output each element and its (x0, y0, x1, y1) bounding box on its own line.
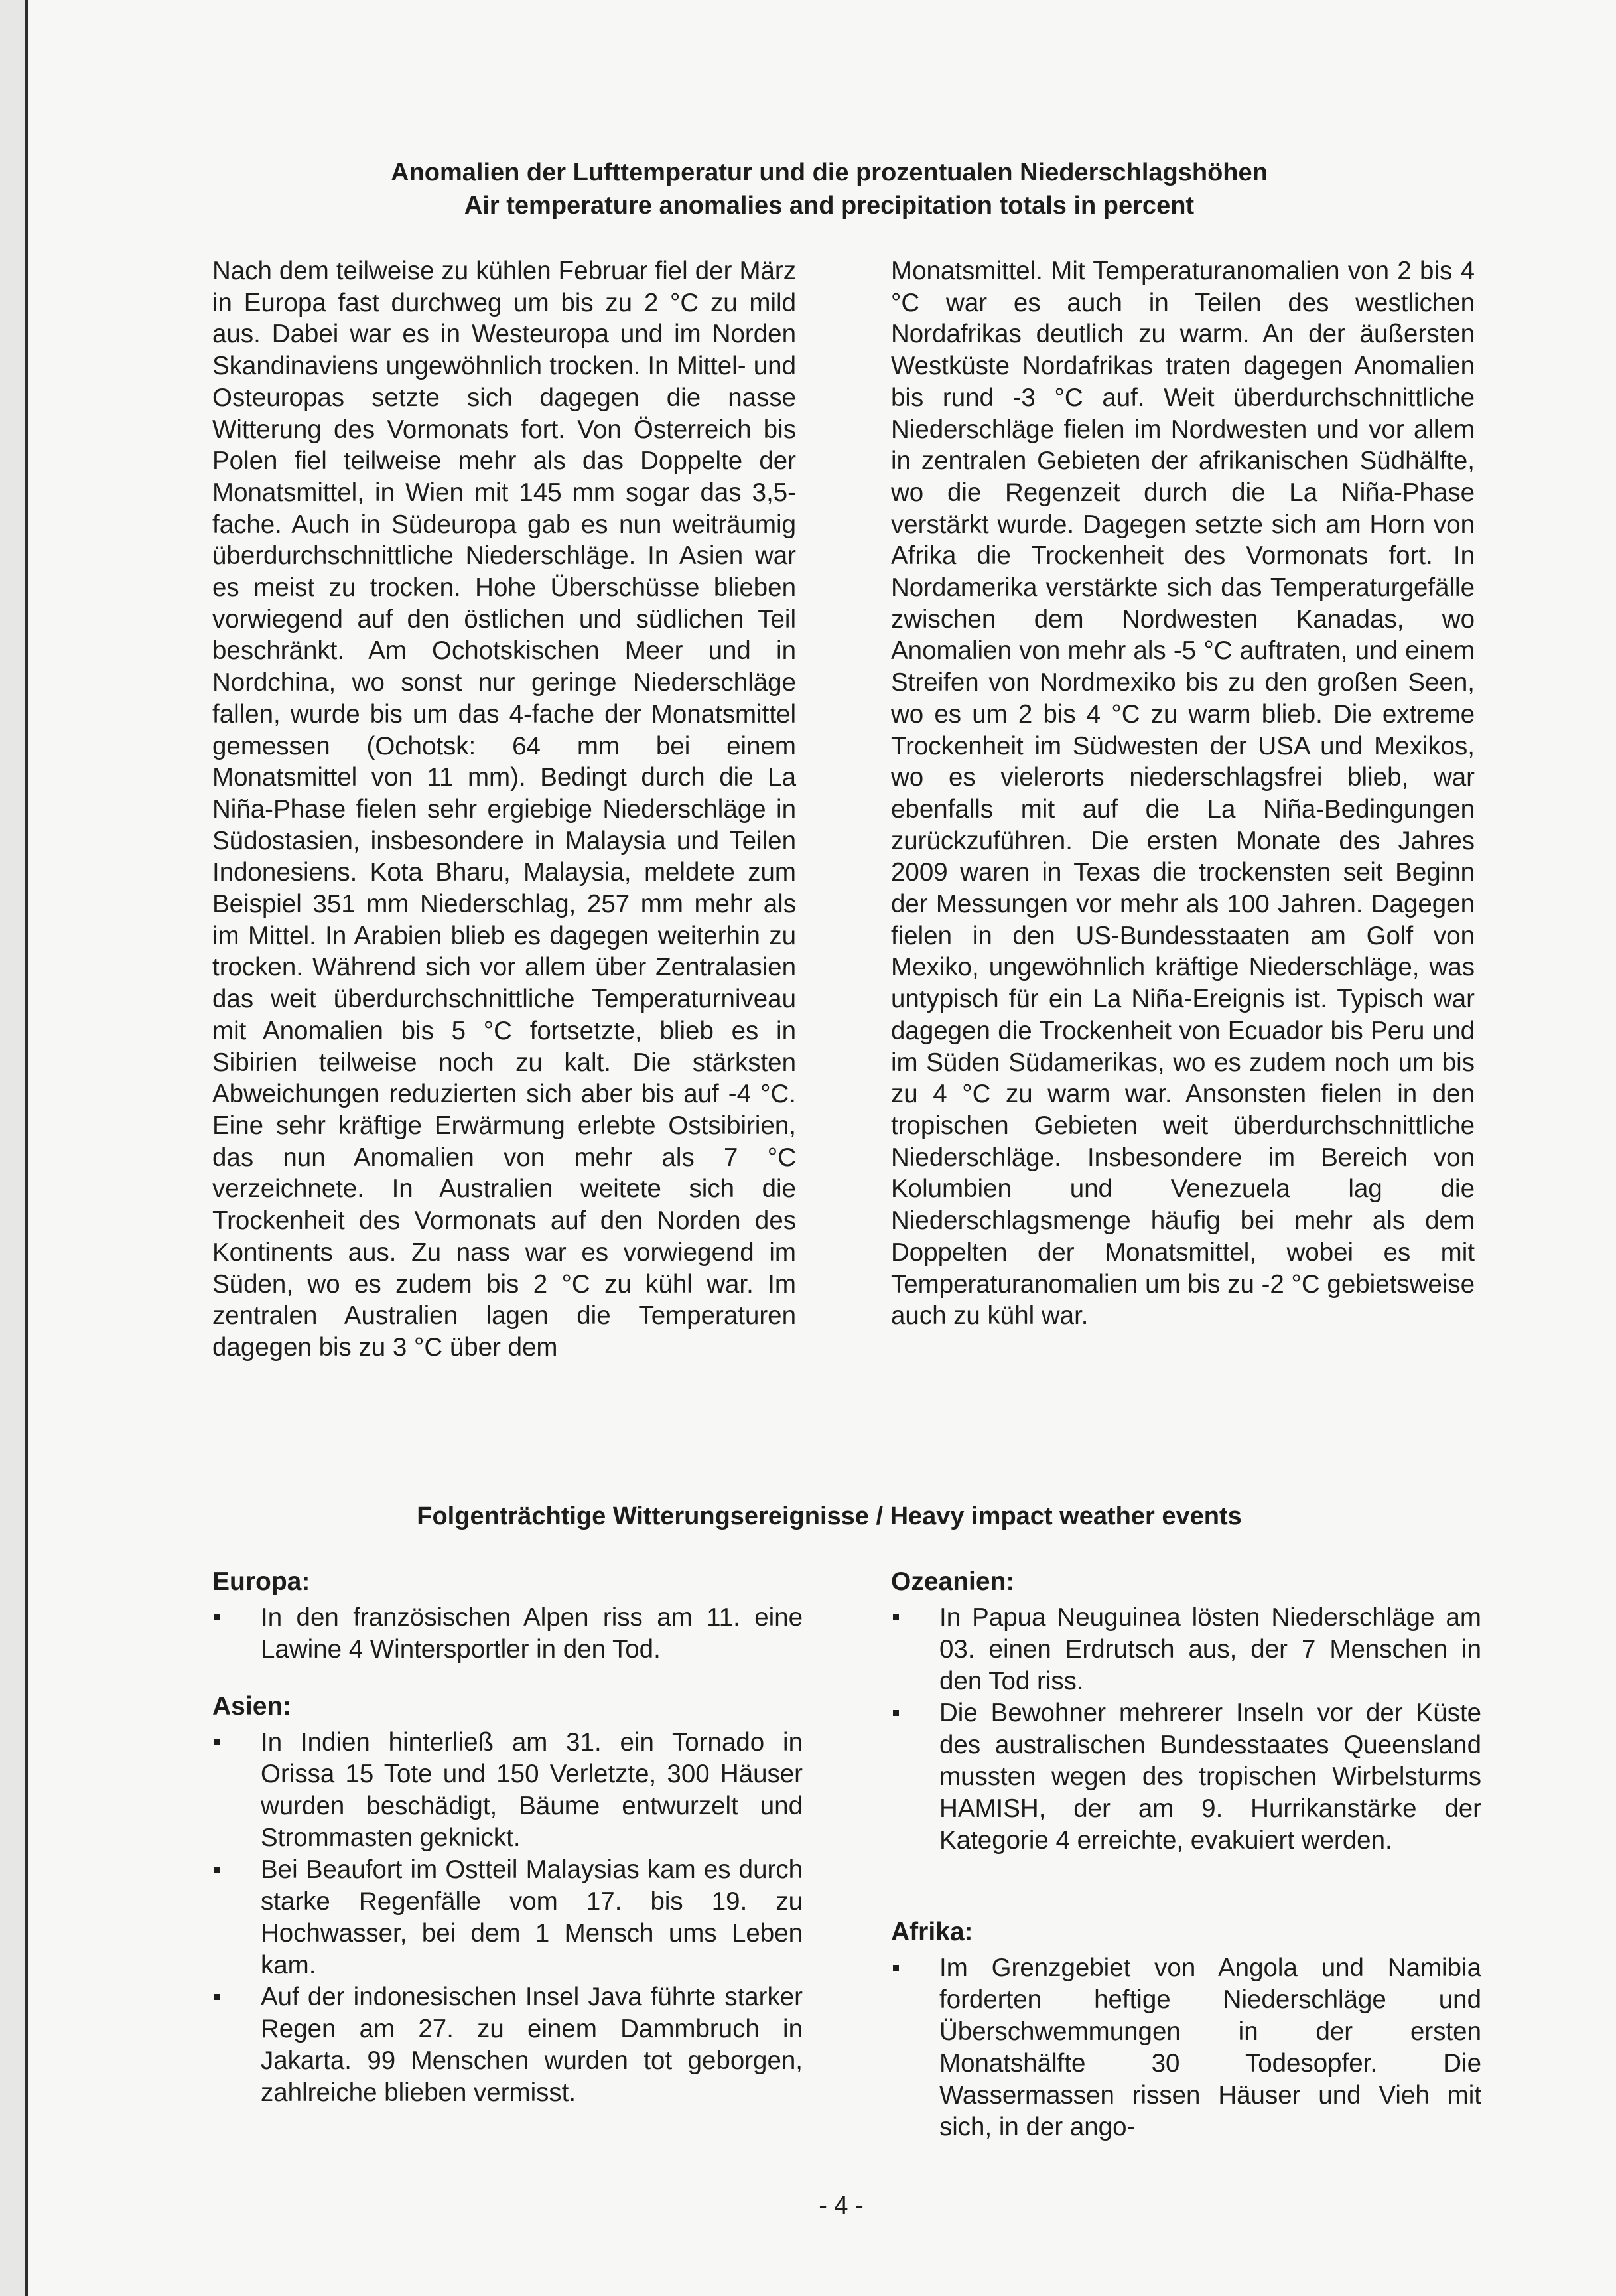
event-item (891, 1602, 1481, 1697)
event-text: In Indien hinterließ am 31. ein Tornado in Orissa 15 Tote und 150 Verletzte, 300 Häuser wurden beschädigt, Bäume entwurzelt und Strommasten geknickt. (261, 1728, 803, 1852)
region-europa (212, 1566, 803, 1666)
body-text-right-column: Monatsmittel. Mit Temperaturanomalien von 2 bis 4 °C war es auch in Teilen des westlichen Nordafrikas deutlich zu warm. An der äußersten Westküste Nordafrikas traten dagegen Anomalien bis rund -3 °C auf. Weit überdurchschnittliche Niederschläge fielen im Nordwesten und vor allem in zentralen Gebieten der afrikanischen Südhälfte, wo die Regenzeit durch die La Niña-Phase verstärkt wurde. Dagegen setzte sich am Horn von Afrika die Trockenheit des Vormonats fort. In Nordamerika verstärkte sich das Temperaturgefälle zwischen dem Nordwesten Kanadas, wo Anomalien von mehr als -5 °C auftraten, und einem Streifen von Nordmexiko bis zu den großen Seen, wo es um 2 bis 4 °C zu warm blieb. Die extreme Trockenheit im Südwesten der USA und Mexikos, wo es vielerorts niederschlagsfrei blieb, war ebenfalls mit auf die La Niña-Bedingungen zurückzuführen. Die ersten Monate des Jahres 2009 waren in Texas die trockensten seit Beginn der Messungen vor mehr als 100 Jahren. Dagegen fielen in den US-Bundesstaaten am Golf von Mexiko, ungewöhnlich kräftige Niederschläge, was untypisch für ein La Niña-Ereignis ist. Typisch war dagegen die Trockenheit von Ecuador bis Peru und im Süden Südamerikas, wo es zudem noch um bis zu 4 °C zu warm war. Ansonsten fielen in den tropischen Gebieten weit überdurchschnittliche Niederschläge. Insbesondere im Bereich von Kolumbien und Venezuela lag die Niederschlagsmenge häufig bei mehr als dem Doppelten der Monatsmittel, wobei es mit Temperaturanomalien um bis zu -2 °C gebietsweise auch zu kühl war. (891, 257, 1475, 1330)
event-text: Im Grenzgebiet von Angola und Namibia forderten heftige Niederschläge und Überschwemmungen in der ersten Monatshälfte 30 Todesopfer. Die Wassermassen rissen Häuser und Vieh mit sich, in der ango- (939, 1954, 1481, 2141)
event-text: In den französischen Alpen riss am 11. eine Lawine 4 Wintersportler in den Tod. (261, 1603, 803, 1664)
body-text-left-column: Nach dem teilweise zu kühlen Februar fiel der März in Europa fast durchweg um bis zu 2 °C zu mild aus. Dabei war es in Westeuropa und im Norden Skandinaviens ungewöhnlich trocken. In Mittel- und Osteuropas setzte sich dagegen die nasse Witterung des Vormonats fort. Von Österreich bis Polen fiel teilweise mehr als das Doppelte der Monatsmittel, in Wien mit 145 mm sogar das 3,5-fache. Auch in Südeuropa gab es nun weiträumig überdurchschnittliche Niederschläge. In Asien war es meist zu trocken. Hohe Überschüsse blieben vorwiegend auf den östlichen und südlichen Teil beschränkt. Am Ochotskischen Meer und in Nordchina, wo sonst nur geringe Niederschläge fallen, wurde bis um das 4-fache der Monatsmittel gemessen (Ochotsk: 64 mm bei einem Monatsmittel von 11 mm). Bedingt durch die La Niña-Phase fielen sehr ergiebige Niederschläge in Südostasien, insbesondere in Malaysia und Teilen Indonesiens. Kota Bharu, Malaysia, meldete zum Beispiel 351 mm Niederschlag, 257 mm mehr als im Mittel. In Arabien blieb es dagegen weiterhin zu trocken. Während sich vor allem über Zentralasien das weit überdurchschnittliche Temperaturniveau mit Anomalien bis 5 °C fortsetzte, blieb es in Sibirien teilweise noch zu kalt. Die stärksten Abweichungen reduzierten sich aber bis auf -4 °C. Eine sehr kräftige Erwärmung erlebte Ostsibirien, das nun Anomalien von mehr als 7 °C verzeichnete. In Australien weitete sich die Trockenheit des Vormonats auf den Norden des Kontinents aus. Zu nass war es vorwiegend im Süden, wo es zudem bis 2 °C zu kühl war. Im zentralen Australien lagen die Temperaturen dagegen bis zu 3 °C über dem (212, 257, 796, 1362)
page-number: - 4 - (819, 2192, 864, 2220)
events-section-title: Folgenträchtige Witterungsereignisse / Heavy impact weather events (417, 1502, 1242, 1530)
event-list-asien (212, 1727, 803, 2109)
event-text: Die Bewohner mehrerer Inseln vor der Küste des australischen Bundesstaates Queensland mussten wegen des tropischen Wirbelsturms HAMISH, der am 9. Hurrikanstärke der Kategorie 4 erreichte, evakuiert werden. (939, 1699, 1481, 1855)
region-afrika (891, 1916, 1481, 2143)
bullet-icon (214, 1867, 220, 1873)
section-title-german: Anomalien der Lufttemperatur und die prozentualen Niederschlagshöhen (391, 159, 1268, 186)
event-text: Bei Beaufort im Ostteil Malaysias kam es durch starke Regenfälle vom 17. bis 19. zu Hochwasser, bei dem 1 Mensch ums Leben kam. (261, 1855, 803, 1979)
region-ozeanien (891, 1566, 1481, 1857)
event-item (212, 1602, 803, 1666)
event-list-afrika (891, 1952, 1481, 2143)
section-title-english: Air temperature anomalies and precipitation totals in percent (464, 192, 1195, 220)
event-text: In Papua Neuguinea lösten Niederschläge am 03. einen Erdrutsch aus, der 7 Menschen in den Tod riss. (939, 1603, 1481, 1695)
region-heading-europa: Europa: (212, 1567, 310, 1596)
event-item (212, 1727, 803, 1854)
event-item (212, 1854, 803, 1981)
region-heading-afrika: Afrika: (891, 1918, 973, 1946)
scan-margin (0, 0, 25, 2296)
event-item (212, 1981, 803, 2109)
bullet-icon (214, 1994, 220, 2000)
region-heading-asien: Asien: (212, 1692, 292, 1721)
bullet-icon (214, 1739, 220, 1745)
region-heading-ozeanien: Ozeanien: (891, 1567, 1015, 1596)
bullet-icon (893, 1614, 899, 1620)
event-item (891, 1952, 1481, 2143)
event-item (891, 1697, 1481, 1857)
event-list-europa (212, 1602, 803, 1666)
region-asien (212, 1691, 803, 2109)
event-list-ozeanien (891, 1602, 1481, 1857)
bullet-icon (893, 1710, 899, 1716)
bullet-icon (893, 1965, 899, 1971)
bullet-icon (214, 1614, 220, 1620)
event-text: Auf der indonesischen Insel Java führte starker Regen am 27. zu einem Dammbruch in Jakarta. 99 Menschen wurden tot geborgen, zahlreiche blieben vermisst. (261, 1983, 803, 2107)
